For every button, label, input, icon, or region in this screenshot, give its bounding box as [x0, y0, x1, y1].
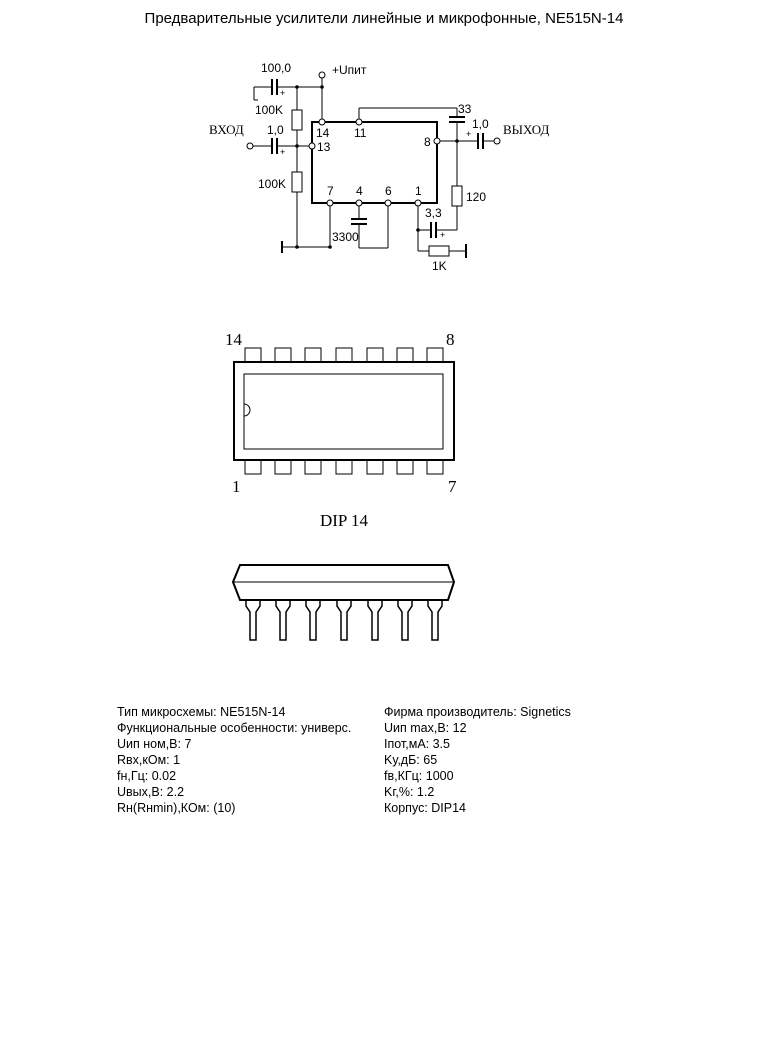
label-r-emitter: 1K: [432, 259, 447, 273]
param-output-voltage: Uвых,В: 2.2: [117, 785, 185, 799]
param-package: Корпус: DIP14: [384, 801, 467, 815]
label-supply: +Uпит: [332, 63, 367, 77]
label-c-output: 1,0: [472, 117, 489, 131]
label-input: ВХОД: [209, 122, 244, 137]
dip-bottom-pin: [305, 460, 321, 474]
dip-bottom-pin: [427, 460, 443, 474]
pin-1-node: [415, 200, 421, 206]
pin-6-node: [385, 200, 391, 206]
pin-13-node: [309, 143, 315, 149]
label-c-comp: 3300: [332, 230, 359, 244]
bottom-pins: [245, 460, 443, 474]
label-r-load: 120: [466, 190, 487, 204]
plus-mark-input: +: [280, 147, 286, 157]
pin-label-1: 1: [415, 184, 422, 198]
params-left: [117, 704, 351, 816]
resistor-120: [452, 186, 462, 206]
label-c-feedback: 33: [458, 102, 472, 116]
label-c-emitter: 3,3: [425, 206, 442, 220]
params-right: [384, 704, 571, 816]
dip-pin-label-7: 7: [448, 477, 457, 496]
label-c-input: 1,0: [267, 123, 284, 137]
param-load-resistance: Rн(Rнmin),КОм: (10): [117, 801, 236, 815]
param-distortion: Kг,%: 1.2: [384, 785, 435, 799]
top-pins: [245, 348, 443, 362]
param-supply-max: Uип max,В: 12: [384, 721, 467, 735]
dip-side-leg: [337, 600, 351, 640]
param-low-freq: fн,Гц: 0.02: [117, 769, 177, 783]
pin-11-node: [356, 119, 362, 125]
circuit-schematic: [0, 0, 768, 300]
param-high-freq: fв,КГц: 1000: [384, 769, 454, 783]
dip-side-leg: [276, 600, 290, 640]
dip-pin-label-8: 8: [446, 330, 455, 349]
pin-14-node: [319, 119, 325, 125]
label-r-top: 100K: [255, 103, 284, 117]
dip-bottom-pin: [336, 460, 352, 474]
dip-bottom-pin: [397, 460, 413, 474]
dip-side-leg: [246, 600, 260, 640]
output-terminal: [494, 138, 500, 144]
side-legs: [246, 600, 442, 640]
param-supply-nominal: Uип ном,В: 7: [117, 737, 192, 751]
dip-bottom-pin: [367, 460, 383, 474]
param-manufacturer: Фирма производитель: Signetics: [384, 705, 571, 719]
pin-8-node: [434, 138, 440, 144]
dip-body-inner: [244, 374, 443, 449]
param-current: Iпот,мА: 3.5: [384, 737, 450, 751]
label-c-supply: 100,0: [261, 61, 292, 75]
resistor-1k: [429, 246, 449, 256]
param-input-resistance: Rвх,кОм: 1: [117, 753, 181, 767]
pin-label-7: 7: [327, 184, 334, 198]
dip-side-leg: [368, 600, 382, 640]
dip-notch: [244, 404, 250, 416]
param-chip-type: Тип микросхемы: NE515N-14: [117, 705, 286, 719]
resistor-r-top: [292, 110, 302, 130]
dip-top-pin: [397, 348, 413, 362]
supply-terminal: [319, 72, 325, 78]
pin-4-node: [356, 200, 362, 206]
pin-label-8: 8: [424, 135, 431, 149]
dip-side-body: [233, 565, 454, 600]
dip-top-pin: [367, 348, 383, 362]
dip-side-leg: [428, 600, 442, 640]
dip-top-pin: [245, 348, 261, 362]
dip-body-outer: [234, 362, 454, 460]
label-output: ВЫХОД: [503, 122, 550, 137]
dip-bottom-pin: [275, 460, 291, 474]
label-r-bottom: 100K: [258, 177, 287, 191]
plus-mark-output: +: [466, 129, 472, 139]
pin-label-11: 11: [354, 126, 367, 140]
dip-pin-label-1: 1: [232, 477, 241, 496]
pin-label-14: 14: [316, 126, 330, 140]
pin-label-13: 13: [317, 140, 331, 154]
dip-top-pin: [275, 348, 291, 362]
plus-mark-supply: +: [280, 88, 286, 98]
dip-top-pin: [336, 348, 352, 362]
dip-top-pin: [305, 348, 321, 362]
dip-side-leg: [306, 600, 320, 640]
dip-bottom-pin: [245, 460, 261, 474]
dip-side-leg: [398, 600, 412, 640]
dip-top-pin: [427, 348, 443, 362]
input-terminal: [247, 143, 253, 149]
resistor-r-bottom: [292, 172, 302, 192]
plus-mark-emitter: +: [440, 230, 446, 240]
pin-label-4: 4: [356, 184, 363, 198]
package-name: DIP 14: [319, 511, 369, 530]
dip-pin-label-14: 14: [225, 330, 242, 349]
param-gain: Kу,дБ: 65: [384, 753, 438, 767]
page-title: Предварительные усилители линейные и микрофонные, NE515N-14: [144, 10, 624, 27]
pin-7-node: [327, 200, 333, 206]
param-features: Функциональные особенности: универс.: [117, 721, 352, 735]
pin-label-6: 6: [385, 184, 392, 198]
